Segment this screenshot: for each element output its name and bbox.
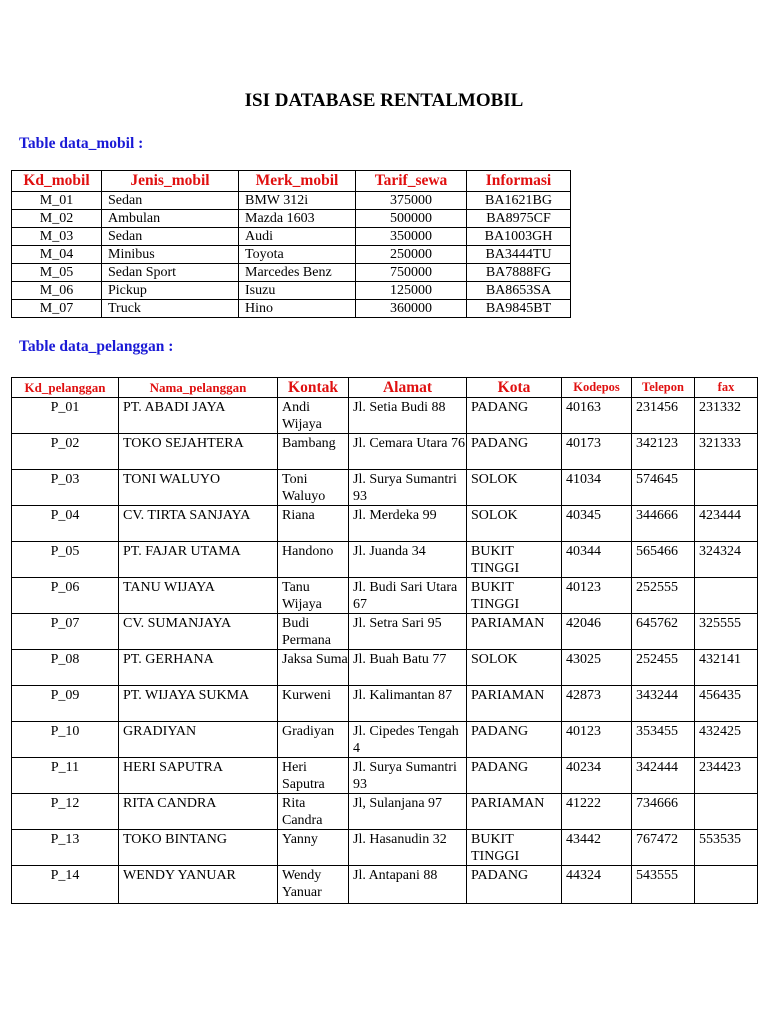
fax-cell: 231332 (695, 398, 758, 434)
kd-pelanggan-cell: P_04 (12, 506, 119, 542)
kontak-cell: Rita Candra (278, 794, 349, 830)
fax-cell: 456435 (695, 686, 758, 722)
kd-mobil-cell: M_02 (12, 210, 102, 228)
mobil-header-informasi: Informasi (467, 171, 571, 192)
kd-pelanggan-cell: P_03 (12, 470, 119, 506)
mobil-header-merk: Merk_mobil (239, 171, 356, 192)
kota-cell: SOLOK (467, 506, 562, 542)
nama-pelanggan-cell: TANU WIJAYA (119, 578, 278, 614)
telepon-cell: 342123 (632, 434, 695, 470)
merk-mobil-cell: Mazda 1603 (239, 210, 356, 228)
mobil-table (11, 170, 571, 318)
pelanggan-header-kontak: Kontak (278, 378, 349, 398)
pelanggan-row (12, 506, 758, 542)
mobil-table-label: Table data_mobil : (19, 135, 144, 152)
informasi-cell: BA7888FG (467, 264, 571, 282)
kodepos-cell: 42046 (562, 614, 632, 650)
kota-cell: PADANG (467, 434, 562, 470)
telepon-cell: 344666 (632, 506, 695, 542)
kota-cell: BUKIT TINGGI (467, 542, 562, 578)
merk-mobil-cell: Marcedes Benz (239, 264, 356, 282)
fax-cell: 553535 (695, 830, 758, 866)
kd-mobil-cell: M_03 (12, 228, 102, 246)
kota-cell: SOLOK (467, 650, 562, 686)
pelanggan-row (12, 686, 758, 722)
alamat-cell: Jl. Budi Sari Utara 67 (349, 578, 467, 614)
kontak-cell: Yanny (278, 830, 349, 866)
merk-mobil-cell: Hino (239, 300, 356, 318)
kd-pelanggan-cell: P_14 (12, 866, 119, 904)
alamat-cell: Jl. Surya Sumantri 93 (349, 758, 467, 794)
kodepos-cell: 40123 (562, 722, 632, 758)
kodepos-cell: 41034 (562, 470, 632, 506)
kd-pelanggan-cell: P_07 (12, 614, 119, 650)
kota-cell: SOLOK (467, 470, 562, 506)
kd-pelanggan-cell: P_13 (12, 830, 119, 866)
alamat-cell: Jl. Cemara Utara 76 (349, 434, 467, 470)
kontak-cell: Tanu Wijaya (278, 578, 349, 614)
jenis-mobil-cell: Sedan (102, 192, 239, 210)
fax-cell: 321333 (695, 434, 758, 470)
kd-mobil-cell: M_04 (12, 246, 102, 264)
jenis-mobil-cell: Minibus (102, 246, 239, 264)
fax-cell: 234423 (695, 758, 758, 794)
pelanggan-row (12, 830, 758, 866)
kontak-cell: Riana (278, 506, 349, 542)
kontak-cell: Jaksa Suma (278, 650, 349, 686)
alamat-cell: Jl. Juanda 34 (349, 542, 467, 578)
nama-pelanggan-cell: PT. FAJAR UTAMA (119, 542, 278, 578)
pelanggan-header-alamat: Alamat (349, 378, 467, 398)
telepon-cell: 767472 (632, 830, 695, 866)
kota-cell: PARIAMAN (467, 686, 562, 722)
informasi-cell: BA1003GH (467, 228, 571, 246)
kd-mobil-cell: M_01 (12, 192, 102, 210)
kodepos-cell: 40123 (562, 578, 632, 614)
kodepos-cell: 43025 (562, 650, 632, 686)
pelanggan-header-telepon: Telepon (632, 378, 695, 398)
nama-pelanggan-cell: CV. SUMANJAYA (119, 614, 278, 650)
kodepos-cell: 40234 (562, 758, 632, 794)
kontak-cell: Toni Waluyo (278, 470, 349, 506)
telepon-cell: 231456 (632, 398, 695, 434)
pelanggan-row (12, 758, 758, 794)
kota-cell: BUKIT TINGGI (467, 578, 562, 614)
pelanggan-row (12, 794, 758, 830)
kodepos-cell: 41222 (562, 794, 632, 830)
kodepos-cell: 42873 (562, 686, 632, 722)
alamat-cell: Jl. Surya Sumantri 93 (349, 470, 467, 506)
jenis-mobil-cell: Sedan Sport (102, 264, 239, 282)
kd-mobil-cell: M_05 (12, 264, 102, 282)
kd-pelanggan-cell: P_02 (12, 434, 119, 470)
tarif-sewa-cell: 350000 (356, 228, 467, 246)
alamat-cell: Jl. Antapani 88 (349, 866, 467, 904)
pelanggan-table-body (12, 398, 758, 904)
kontak-cell: Bambang (278, 434, 349, 470)
kontak-cell: Kurweni (278, 686, 349, 722)
telepon-cell: 645762 (632, 614, 695, 650)
fax-cell: 324324 (695, 542, 758, 578)
fax-cell: 325555 (695, 614, 758, 650)
nama-pelanggan-cell: TOKO BINTANG (119, 830, 278, 866)
nama-pelanggan-cell: TONI WALUYO (119, 470, 278, 506)
mobil-row (12, 192, 571, 210)
telepon-cell: 565466 (632, 542, 695, 578)
mobil-header-tarif: Tarif_sewa (356, 171, 467, 192)
kodepos-cell: 40344 (562, 542, 632, 578)
kota-cell: PADANG (467, 758, 562, 794)
pelanggan-row (12, 578, 758, 614)
alamat-cell: Jl. Setra Sari 95 (349, 614, 467, 650)
nama-pelanggan-cell: PT. ABADI JAYA (119, 398, 278, 434)
kd-pelanggan-cell: P_11 (12, 758, 119, 794)
pelanggan-row (12, 650, 758, 686)
kd-pelanggan-cell: P_05 (12, 542, 119, 578)
informasi-cell: BA1621BG (467, 192, 571, 210)
nama-pelanggan-cell: GRADIYAN (119, 722, 278, 758)
kd-pelanggan-cell: P_06 (12, 578, 119, 614)
jenis-mobil-cell: Ambulan (102, 210, 239, 228)
mobil-row (12, 264, 571, 282)
informasi-cell: BA8653SA (467, 282, 571, 300)
kd-pelanggan-cell: P_01 (12, 398, 119, 434)
nama-pelanggan-cell: WENDY YANUAR (119, 866, 278, 904)
informasi-cell: BA8975CF (467, 210, 571, 228)
tarif-sewa-cell: 125000 (356, 282, 467, 300)
fax-cell (695, 794, 758, 830)
alamat-cell: Jl. Hasanudin 32 (349, 830, 467, 866)
telepon-cell: 574645 (632, 470, 695, 506)
jenis-mobil-cell: Sedan (102, 228, 239, 246)
tarif-sewa-cell: 360000 (356, 300, 467, 318)
nama-pelanggan-cell: PT. WIJAYA SUKMA (119, 686, 278, 722)
telepon-cell: 342444 (632, 758, 695, 794)
mobil-row (12, 210, 571, 228)
pelanggan-table-label: Table data_pelanggan : (19, 338, 174, 355)
pelanggan-row (12, 722, 758, 758)
kodepos-cell: 44324 (562, 866, 632, 904)
pelanggan-header-kd: Kd_pelanggan (12, 378, 119, 398)
telepon-cell: 734666 (632, 794, 695, 830)
alamat-cell: Jl. Setia Budi 88 (349, 398, 467, 434)
kota-cell: PADANG (467, 866, 562, 904)
alamat-cell: Jl. Cipedes Tengah 4 (349, 722, 467, 758)
pelanggan-row (12, 398, 758, 434)
kd-pelanggan-cell: P_12 (12, 794, 119, 830)
pelanggan-header-nama: Nama_pelanggan (119, 378, 278, 398)
mobil-row (12, 246, 571, 264)
alamat-cell: Jl, Sulanjana 97 (349, 794, 467, 830)
pelanggan-row (12, 542, 758, 578)
nama-pelanggan-cell: RITA CANDRA (119, 794, 278, 830)
kd-pelanggan-cell: P_09 (12, 686, 119, 722)
kontak-cell: Wendy Yanuar (278, 866, 349, 904)
kd-mobil-cell: M_06 (12, 282, 102, 300)
nama-pelanggan-cell: HERI SAPUTRA (119, 758, 278, 794)
fax-cell: 432425 (695, 722, 758, 758)
pelanggan-row (12, 866, 758, 904)
fax-cell (695, 866, 758, 904)
tarif-sewa-cell: 500000 (356, 210, 467, 228)
fax-cell: 432141 (695, 650, 758, 686)
informasi-cell: BA9845BT (467, 300, 571, 318)
kontak-cell: Heri Saputra (278, 758, 349, 794)
mobil-row (12, 228, 571, 246)
pelanggan-row (12, 614, 758, 650)
fax-cell (695, 470, 758, 506)
kodepos-cell: 43442 (562, 830, 632, 866)
telepon-cell: 343244 (632, 686, 695, 722)
pelanggan-row (12, 434, 758, 470)
merk-mobil-cell: Toyota (239, 246, 356, 264)
page-title: ISI DATABASE RENTALMOBIL (244, 90, 524, 111)
telepon-cell: 252555 (632, 578, 695, 614)
mobil-row (12, 282, 571, 300)
kd-mobil-cell: M_07 (12, 300, 102, 318)
tarif-sewa-cell: 250000 (356, 246, 467, 264)
jenis-mobil-cell: Pickup (102, 282, 239, 300)
pelanggan-header-kota: Kota (467, 378, 562, 398)
fax-cell (695, 578, 758, 614)
pelanggan-header-kodepos: Kodepos (562, 378, 632, 398)
pelanggan-header-fax: fax (695, 378, 758, 398)
mobil-row (12, 300, 571, 318)
fax-cell: 423444 (695, 506, 758, 542)
kd-pelanggan-cell: P_08 (12, 650, 119, 686)
jenis-mobil-cell: Truck (102, 300, 239, 318)
alamat-cell: Jl. Merdeka 99 (349, 506, 467, 542)
merk-mobil-cell: Audi (239, 228, 356, 246)
kodepos-cell: 40345 (562, 506, 632, 542)
telepon-cell: 543555 (632, 866, 695, 904)
alamat-cell: Jl. Buah Batu 77 (349, 650, 467, 686)
kota-cell: PADANG (467, 722, 562, 758)
mobil-table-body (12, 192, 571, 318)
kodepos-cell: 40173 (562, 434, 632, 470)
nama-pelanggan-cell: CV. TIRTA SANJAYA (119, 506, 278, 542)
nama-pelanggan-cell: TOKO SEJAHTERA (119, 434, 278, 470)
kontak-cell: Gradiyan (278, 722, 349, 758)
pelanggan-header-row (12, 378, 758, 398)
mobil-header-jenis: Jenis_mobil (102, 171, 239, 192)
kontak-cell: Andi Wijaya (278, 398, 349, 434)
kota-cell: PARIAMAN (467, 794, 562, 830)
tarif-sewa-cell: 750000 (356, 264, 467, 282)
kota-cell: BUKIT TINGGI (467, 830, 562, 866)
tarif-sewa-cell: 375000 (356, 192, 467, 210)
kota-cell: PARIAMAN (467, 614, 562, 650)
pelanggan-row (12, 470, 758, 506)
kd-pelanggan-cell: P_10 (12, 722, 119, 758)
telepon-cell: 353455 (632, 722, 695, 758)
informasi-cell: BA3444TU (467, 246, 571, 264)
kontak-cell: Handono (278, 542, 349, 578)
kodepos-cell: 40163 (562, 398, 632, 434)
nama-pelanggan-cell: PT. GERHANA (119, 650, 278, 686)
merk-mobil-cell: Isuzu (239, 282, 356, 300)
kota-cell: PADANG (467, 398, 562, 434)
pelanggan-table (11, 377, 758, 904)
telepon-cell: 252455 (632, 650, 695, 686)
mobil-header-kd: Kd_mobil (12, 171, 102, 192)
mobil-header-row (12, 171, 571, 192)
merk-mobil-cell: BMW 312i (239, 192, 356, 210)
kontak-cell: Budi Permana (278, 614, 349, 650)
alamat-cell: Jl. Kalimantan 87 (349, 686, 467, 722)
